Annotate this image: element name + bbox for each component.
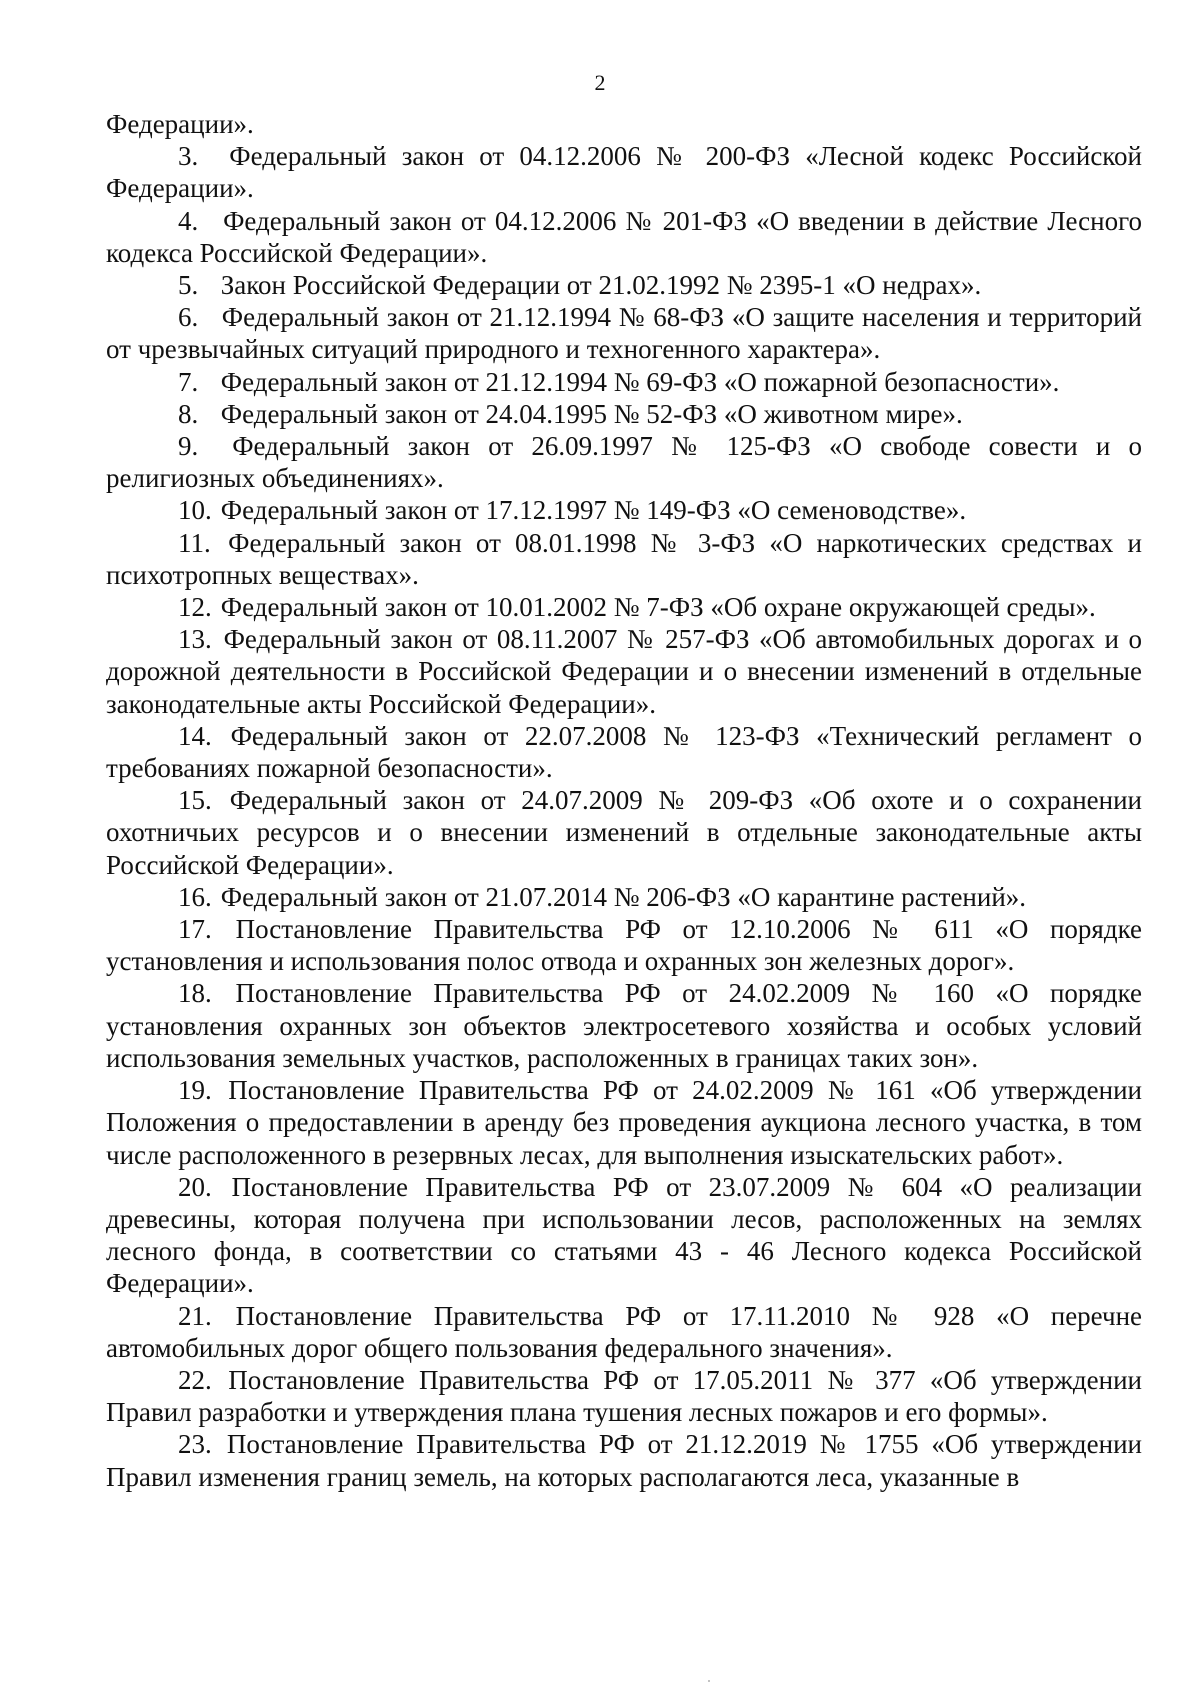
list-item-number: 6.: [178, 302, 199, 333]
list-item-number: 11.: [178, 527, 211, 558]
list-item: [106, 430, 1142, 494]
list-item-number: 20.: [178, 1171, 212, 1202]
list-item-text: Федеральный закон от 10.01.2002 № 7-ФЗ «Об охране окружающей среды».: [220, 592, 1096, 623]
list-item-text: Федеральный закон от 21.12.1994 № 69-ФЗ «О пожарной безопасности».: [220, 366, 1060, 397]
page-number: 2: [594, 70, 606, 95]
list-item-number: 3.: [178, 141, 199, 172]
list-item-text: Постановление Правительства РФ от 24.02.2009 № 161 «Об утверждении Положения о предоставлении в аренду без проведения аукциона лесного участка, в том числе расположенного в резервных лесах, для выполнения изыскательских работ».: [106, 1075, 1142, 1170]
list-item-text: Постановление Правительства РФ от 21.12.2019 № 1755 «Об утверждении Правил изменения границ земель, на которых располагаются леса, указанные в: [106, 1429, 1142, 1492]
list-item-text: Федеральный закон от 04.12.2006 № 201-ФЗ «О введении в действие Лесного кодекса Российской Федерации».: [106, 205, 1142, 268]
list-item: [106, 494, 1142, 526]
list-item-text: Постановление Правительства РФ от 17.11.2010 № 928 «О перечне автомобильных дорог общего пользования федерального значения».: [106, 1300, 1143, 1363]
continuation-text: Федерации».: [106, 109, 254, 139]
list-item: [106, 784, 1142, 881]
list-item: [106, 205, 1142, 269]
list-item-number: 9.: [178, 431, 199, 462]
list-item: [106, 1364, 1142, 1428]
list-item-text: Федеральный закон от 08.01.1998 № 3-ФЗ «О наркотических средствах и психотропных веществах».: [106, 527, 1142, 590]
list-item: [106, 301, 1142, 365]
list-item-text: Федеральный закон от 22.07.2008 № 123-ФЗ «Технический регламент о требованиях пожарной безопасности».: [106, 720, 1142, 784]
list-item-text: Постановление Правительства РФ от 23.07.2009 № 604 «О реализации древесины, которая получена при использовании лесов, расположенных на землях лесного фонда, в соответствии со статьями 43 - 46 Лесного кодекса Российской Федерации».: [106, 1171, 1142, 1299]
list-item-text: Федеральный закон от 24.04.1995 № 52-ФЗ «О животном мире».: [220, 398, 963, 429]
list-item-number: 5.: [178, 270, 199, 301]
list-item-number: 14.: [178, 720, 212, 751]
list-item-number: 15.: [178, 785, 212, 816]
list-item: [106, 623, 1142, 720]
list-item: [106, 881, 1142, 913]
list-item: [106, 527, 1142, 591]
list-item-number: 22.: [178, 1364, 212, 1395]
list-item: [106, 1428, 1142, 1492]
list-item: [106, 1300, 1142, 1364]
list-item: [106, 269, 1142, 301]
list-item-number: 18.: [178, 978, 212, 1009]
list-item: [106, 720, 1142, 784]
list-item-text: Закон Российской Федерации от 21.02.1992 № 2395-1 «О недрах».: [220, 270, 982, 301]
list-item-number: 17.: [178, 914, 212, 945]
list-item-number: 13.: [178, 624, 212, 655]
list-item-number: 21.: [178, 1300, 212, 1331]
list-item-number: 4.: [178, 205, 199, 236]
law-list: [106, 108, 1142, 1493]
list-item-number: 19.: [178, 1075, 212, 1106]
list-item: [106, 398, 1142, 430]
list-item-number: 16.: [178, 881, 212, 912]
list-item-text: Федеральный закон от 24.07.2009 № 209-ФЗ «Об охоте и о сохранении охотничьих ресурсов и о внесении изменений в отдельные законодательные акты Российской Федерации».: [106, 785, 1142, 880]
list-item-text: Федеральный закон от 21.07.2014 № 206-ФЗ «О карантине растений».: [220, 881, 1027, 912]
list-item: [106, 977, 1142, 1074]
list-item: [106, 366, 1142, 398]
list-item-number: 10.: [178, 495, 212, 526]
list-item-text: Постановление Правительства РФ от 17.05.2011 № 377 «Об утверждении Правил разработки и утверждения плана тушения лесных пожаров и его формы».: [106, 1364, 1142, 1428]
list-item-number: 8.: [178, 398, 199, 429]
list-item-text: Федеральный закон от 04.12.2006 № 200-ФЗ «Лесной кодекс Российской Федерации».: [106, 141, 1142, 204]
list-item: [106, 140, 1142, 204]
list-item: [106, 1171, 1142, 1300]
list-item-text: Постановление Правительства РФ от 12.10.2006 № 611 «О порядке установления и использования полос отвода и охранных зон железных дорог».: [106, 914, 1142, 977]
list-item: [106, 1074, 1142, 1171]
list-item-text: Постановление Правительства РФ от 24.02.2009 № 160 «О порядке установления охранных зон объектов электросетевого хозяйства и особых условий использования земельных участков, расположенных в границах таких зон».: [106, 978, 1143, 1073]
list-item-text: Федеральный закон от 21.12.1994 № 68-ФЗ «О защите населения и территорий от чрезвычайных ситуаций природного и техногенного характера».: [106, 302, 1143, 365]
list-item-number: 12.: [178, 592, 212, 623]
list-item-text: Федеральный закон от 26.09.1997 № 125-ФЗ «О свободе совести и о религиозных объединениях».: [106, 431, 1143, 494]
list-item: [106, 591, 1142, 623]
list-item-number: 23.: [178, 1429, 212, 1460]
list-item-text: Федеральный закон от 17.12.1997 № 149-ФЗ «О семеноводстве».: [220, 495, 967, 526]
list-item: [106, 913, 1142, 977]
scan-artifact: [708, 1680, 710, 1682]
list-item-text: Федеральный закон от 08.11.2007 № 257-ФЗ «Об автомобильных дорогах и о дорожной деятельности в Российской Федерации и о внесении изменений в отдельные законодательные акты Российской Федерации».: [106, 624, 1143, 719]
list-item-number: 7.: [178, 366, 199, 397]
